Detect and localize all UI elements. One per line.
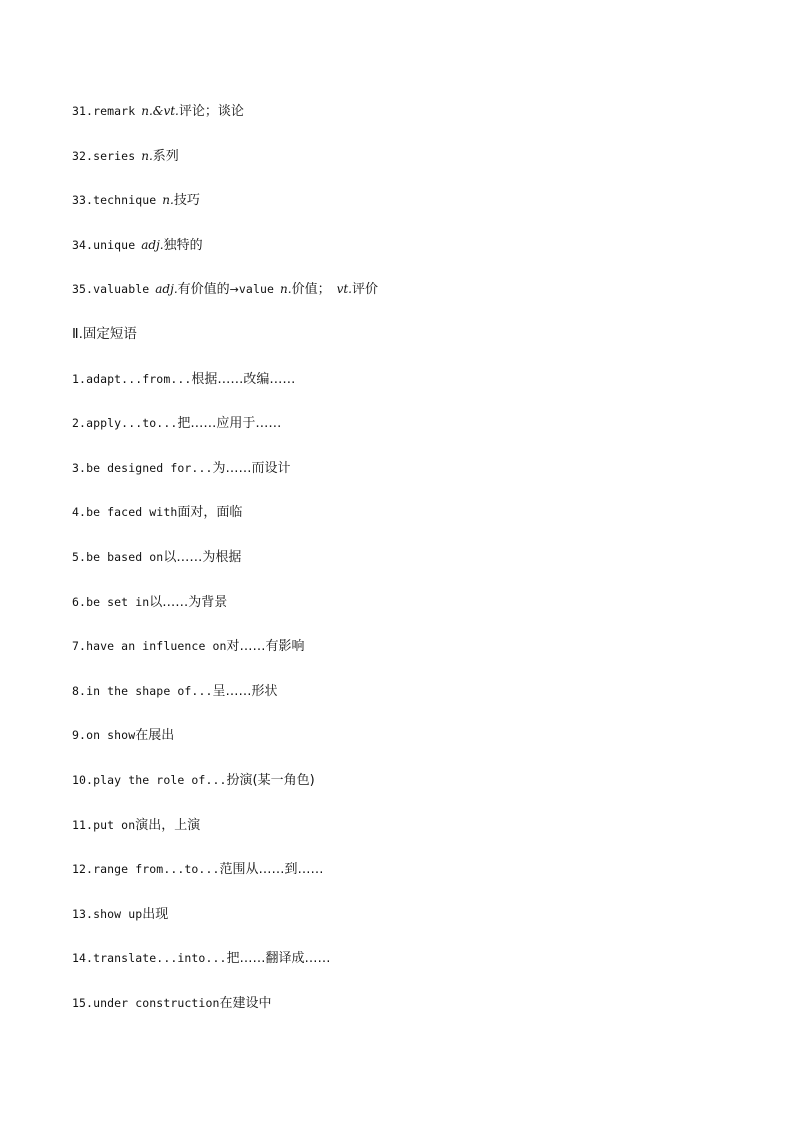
vocab-number: 32. <box>72 148 94 163</box>
phrase-item <box>72 767 752 812</box>
vocab-derived-word: value <box>238 282 275 297</box>
vocab-pos: n.&vt. <box>141 104 179 118</box>
vocab-word: valuable <box>93 282 150 297</box>
phrase-number: 2. <box>72 416 87 431</box>
phrase-english: play the role of... <box>93 772 227 787</box>
vocab-pos: adj. <box>141 237 164 252</box>
vocab-word: technique <box>93 193 157 208</box>
phrase-item <box>72 945 752 990</box>
phrase-number: 11. <box>72 817 94 832</box>
phrase-english: under construction <box>93 995 220 1010</box>
phrase-chinese: 范围从……到…… <box>219 862 324 878</box>
vocab-number: 33. <box>72 193 94 208</box>
vocab-meaning: 有价值的 <box>177 282 230 298</box>
vocab-item-35 <box>72 276 752 321</box>
phrase-chinese: 以……为根据 <box>163 549 242 565</box>
phrase-chinese: 为……而设计 <box>212 460 291 476</box>
phrase-english: put on <box>93 817 136 832</box>
phrase-number: 15. <box>72 995 94 1010</box>
phrase-item <box>72 990 752 1035</box>
section-heading: Ⅱ.固定短语 <box>72 325 137 342</box>
phrase-number: 13. <box>72 906 94 921</box>
phrase-item <box>72 410 752 455</box>
phrase-chinese: 演出，上演 <box>135 817 201 833</box>
phrase-number: 12. <box>72 862 94 877</box>
phrase-english: in the shape of... <box>86 683 213 698</box>
phrase-english: adapt...from... <box>86 371 192 386</box>
phrase-item <box>72 499 752 544</box>
document-page <box>72 98 752 1034</box>
vocab-item-34 <box>72 232 752 277</box>
phrase-item <box>72 812 752 857</box>
phrase-number: 10. <box>72 772 94 787</box>
phrase-item <box>72 366 752 411</box>
vocab-word: series <box>93 148 136 163</box>
phrase-english: be designed for... <box>86 460 213 475</box>
vocab-pos: n. <box>162 193 174 208</box>
vocab-number: 34. <box>72 237 94 252</box>
vocab-number: 35. <box>72 282 94 297</box>
vocab-derived-pos-verb: vt. <box>336 282 352 297</box>
phrase-chinese: 把……翻译成…… <box>226 951 331 967</box>
vocab-number: 31. <box>72 104 94 118</box>
phrase-item <box>72 678 752 723</box>
phrase-chinese: 根据……改编…… <box>191 371 296 387</box>
phrase-item <box>72 722 752 767</box>
phrase-number: 14. <box>72 951 94 966</box>
phrase-chinese: 出现 <box>142 906 169 922</box>
vocab-word: remark <box>93 104 136 118</box>
phrase-chinese: 把……应用于…… <box>177 416 282 432</box>
phrase-english: range from...to... <box>93 862 220 877</box>
phrase-chinese: 在建设中 <box>219 995 272 1011</box>
vocab-derived-meaning-verb: 评价 <box>352 282 379 298</box>
vocab-meaning: 技巧 <box>173 193 200 209</box>
vocab-item-32 <box>72 143 752 188</box>
phrase-chinese: 扮演(某一角色) <box>226 772 315 788</box>
phrase-number: 1. <box>72 371 87 386</box>
vocab-item-33 <box>72 187 752 232</box>
vocab-pos: n. <box>141 148 153 163</box>
phrase-english: be set in <box>86 594 150 609</box>
phrase-chinese: 呈……形状 <box>212 683 278 699</box>
phrase-chinese: 面对，面临 <box>177 505 243 521</box>
vocab-pos: adj. <box>155 282 178 297</box>
phrase-number: 3. <box>72 460 87 475</box>
vocab-word: unique <box>93 237 136 252</box>
phrase-chinese: 对……有影响 <box>226 639 305 655</box>
phrase-number: 4. <box>72 505 87 520</box>
phrase-english: be faced with <box>86 505 178 520</box>
phrase-chinese: 以……为背景 <box>149 594 228 610</box>
phrase-number: 9. <box>72 728 87 743</box>
phrase-item <box>72 901 752 946</box>
phrase-item <box>72 589 752 634</box>
phrase-number: 7. <box>72 639 87 654</box>
phrase-english: apply...to... <box>86 416 178 431</box>
arrow-right-icon: → <box>229 283 239 297</box>
phrase-item <box>72 633 752 678</box>
phrase-number: 6. <box>72 594 87 609</box>
vocab-meaning: 独特的 <box>163 237 203 253</box>
phrase-number: 8. <box>72 683 87 698</box>
phrase-english: on show <box>86 728 136 743</box>
phrase-english: show up <box>93 906 143 921</box>
vocab-derived-meaning: 价值； <box>291 282 331 298</box>
phrase-chinese: 在展出 <box>135 728 175 744</box>
phrase-english: translate...into... <box>93 951 227 966</box>
phrase-english: have an influence on <box>86 639 227 654</box>
vocab-derived-pos: n. <box>280 282 292 297</box>
phrase-english: be based on <box>86 549 164 564</box>
vocab-meaning: 评论；谈论 <box>178 104 244 119</box>
vocab-item-31 <box>72 98 752 143</box>
vocab-meaning: 系列 <box>152 148 179 164</box>
phrase-item <box>72 544 752 589</box>
phrase-number: 5. <box>72 549 87 564</box>
phrase-item <box>72 856 752 901</box>
phrase-item <box>72 455 752 500</box>
